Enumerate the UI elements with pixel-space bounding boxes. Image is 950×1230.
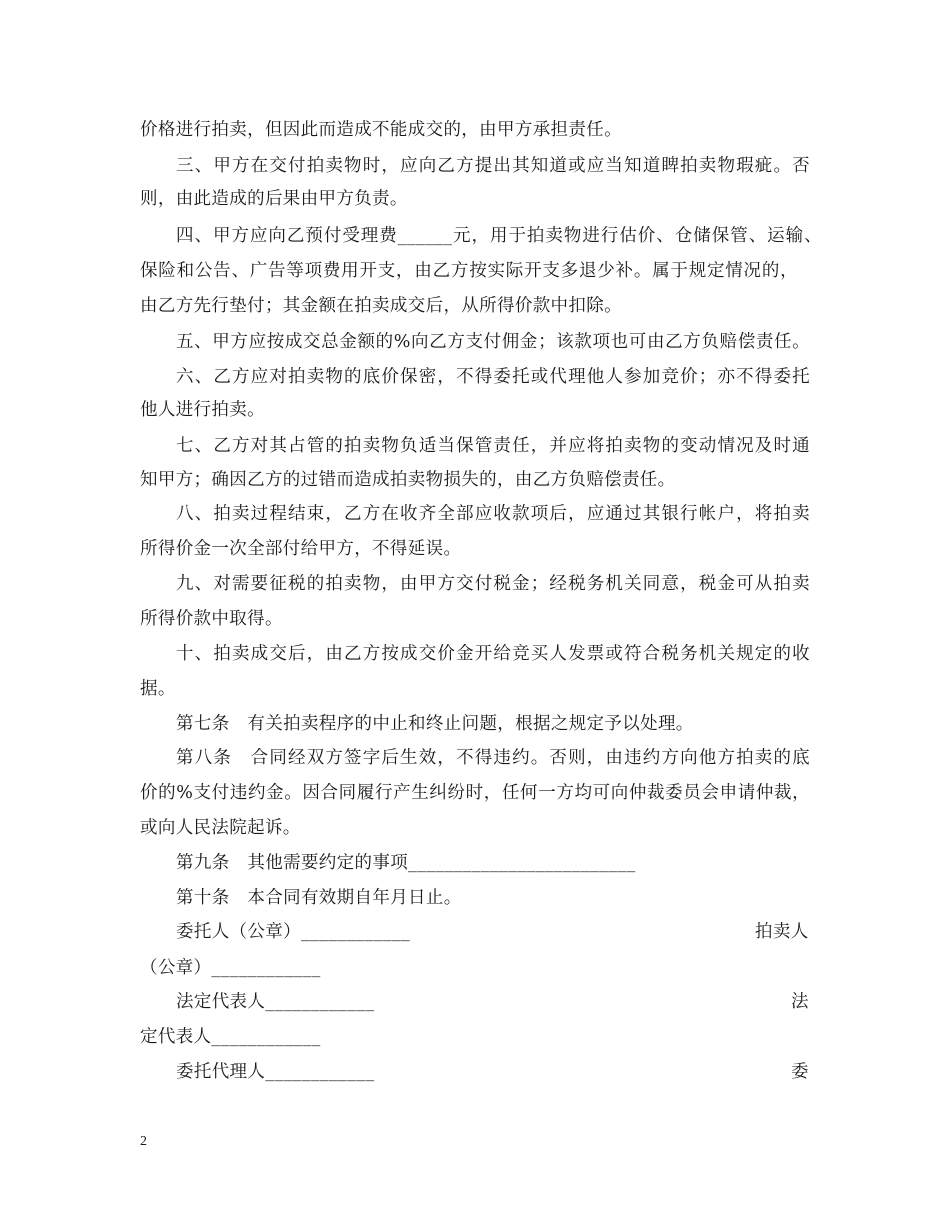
text-line: 十、拍卖成交后，由乙方按成交价金开给竞买人发票或符合税务机关规定的收 [176,644,810,664]
signature-label-legal-rep: 法定代表人____________ [176,992,375,1012]
text-line: 则，由此造成的后果由甲方负责。 [140,189,408,209]
text-line: 六、乙方应对拍卖物的底价保密，不得委托或代理他人参加竞价；亦不得委托 [176,367,810,387]
text-line: 九、对需要征税的拍卖物，由甲方交付税金；经税务机关同意，税金可从拍卖 [176,574,810,594]
signature-label-consignor: 委托人（公章）____________ [176,922,411,942]
text-line: 五、甲方应按成交总金额的%向乙方支付佣金；该款项也可由乙方负赔偿责任。 [176,332,810,352]
text-line: 第十条 本合同有效期自年月日止。 [176,888,462,908]
text-line: 七、乙方对其占管的拍卖物负适当保管责任，并应将拍卖物的变动情况及时通 [176,436,810,456]
signature-label-legal-rep-right: 法 [791,992,809,1012]
text-line: 由乙方先行垫付；其金额在拍卖成交后，从所得价款中扣除。 [140,296,622,316]
text-line: 他人进行拍卖。 [140,400,265,420]
text-line: 知甲方；确因乙方的过错而造成拍卖物损失的，由乙方负赔偿责任。 [140,470,676,490]
text-line: 第八条 合同经双方签字后生效，不得违约。否则，由违约方向他方拍卖的底 [176,748,810,768]
text-line: 第九条 其他需要约定的事项_________________________ [176,853,636,873]
signature-label-seal: （公章）____________ [140,958,321,978]
text-line: 或向人民法院起诉。 [140,818,301,838]
page-number: 2 [140,1134,147,1149]
text-line: 所得价金一次全部付给甲方，不得延误。 [140,539,462,559]
text-line: 价的%支付违约金。因合同履行产生纠纷时，任何一方均可向仲裁委员会申请仲裁， [140,783,810,803]
signature-label-agent: 委托代理人____________ [176,1062,375,1082]
text-line: 第七条 有关拍卖程序的中止和终止问题，根据之规定予以处理。 [176,714,694,734]
text-line: 保险和公告、广告等项费用开支，由乙方按实际开支多退少补。属于规定情况的， [140,261,798,281]
text-line: 据。 [140,679,176,699]
text-line: 价格进行拍卖，但因此而造成不能成交的，由甲方承担责任。 [140,120,622,140]
text-line: 所得价款中取得。 [140,609,283,629]
text-line: 四、甲方应向乙预付受理费______元，用于拍卖物进行估价、仓储保管、运输、 [176,226,822,246]
signature-label-auctioneer: 拍卖人 [755,922,809,942]
text-line: 八、拍卖过程结束，乙方在收齐全部应收款项后，应通过其银行帐户，将拍卖 [176,504,810,524]
signature-label-legal-rep-cont: 定代表人____________ [140,1027,321,1047]
text-line: 三、甲方在交付拍卖物时，应向乙方提出其知道或应当知道睥拍卖物瑕疵。否 [176,156,810,176]
signature-label-agent-right: 委 [791,1062,809,1082]
